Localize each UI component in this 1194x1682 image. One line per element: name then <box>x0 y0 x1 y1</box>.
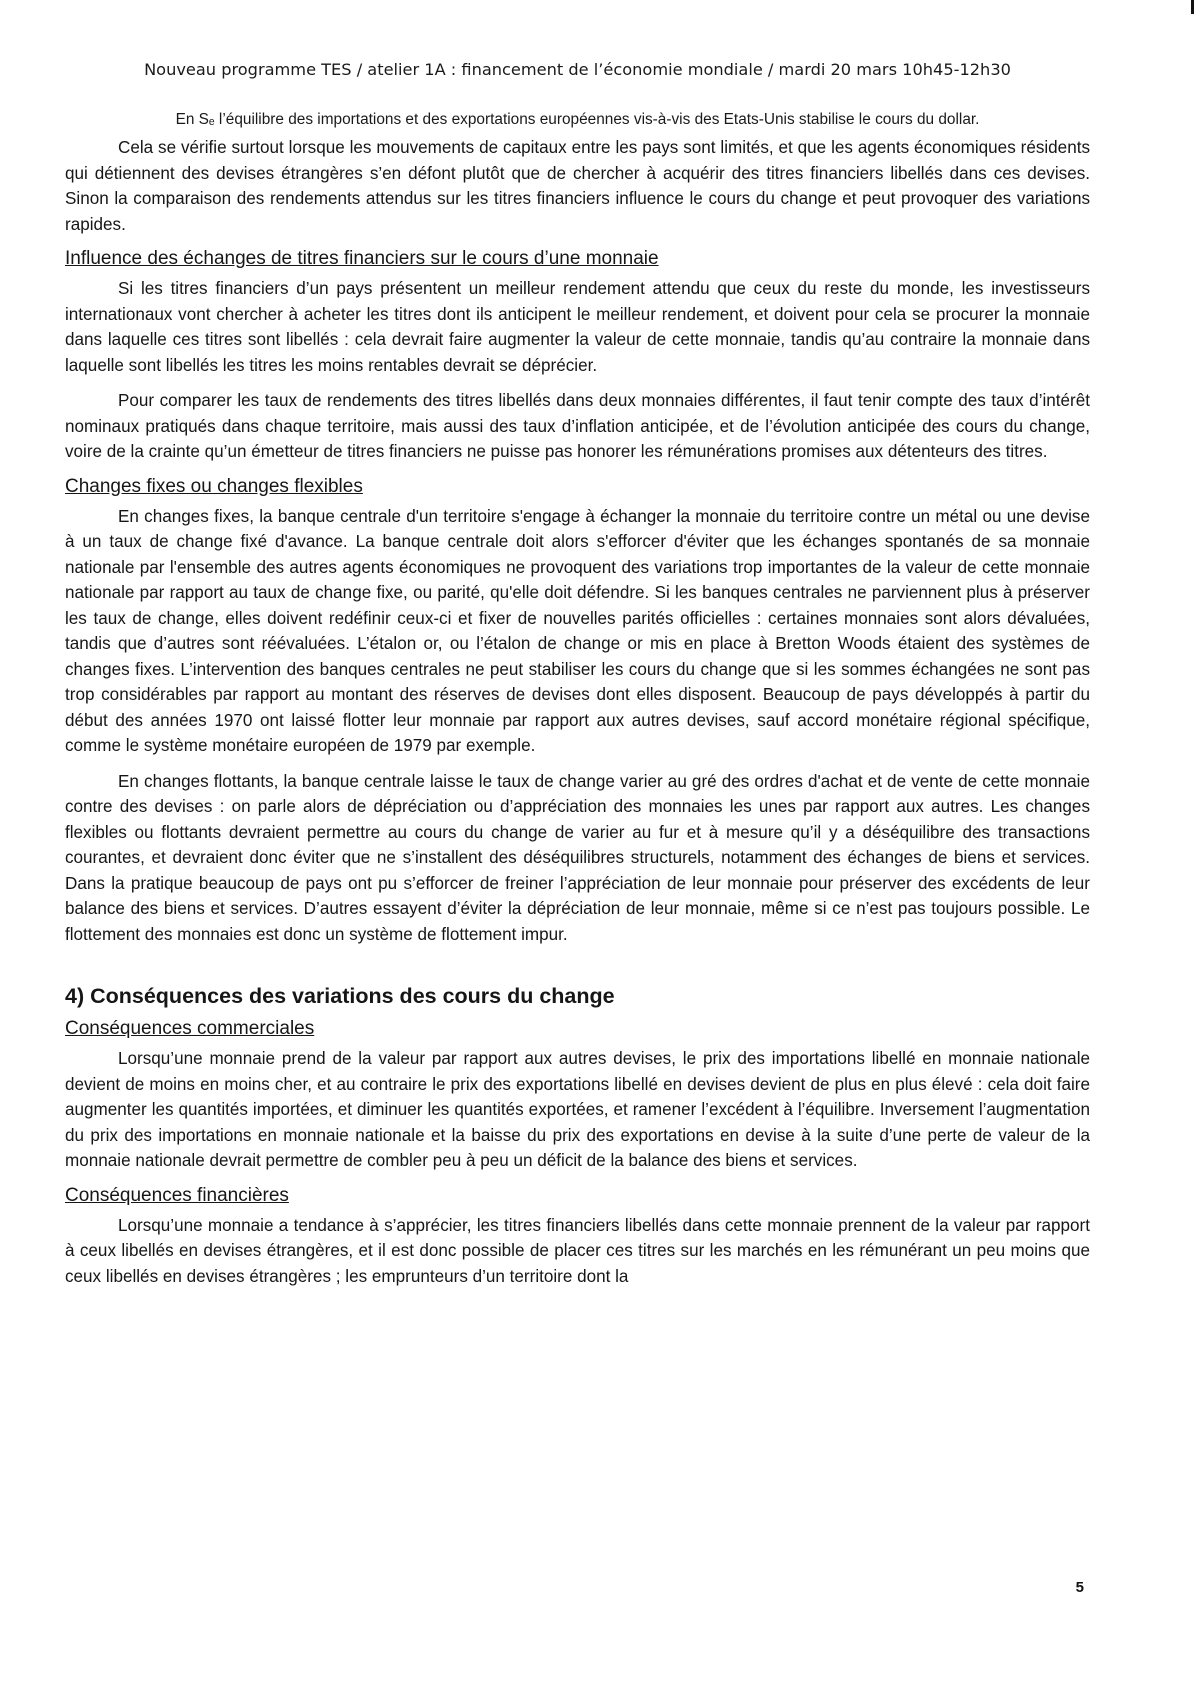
subheading-influence: Influence des échanges de titres financiers sur le cours d’une monnaie <box>65 248 659 269</box>
document-body <box>65 135 1090 1299</box>
paragraph-fixed-rates: En changes fixes, la banque centrale d'un territoire s'engage à échanger la monnaie du territoire contre un métal ou une devise à un taux de change fixé d'avance. La banque centrale doit alors s'efforcer d'éviter que les échanges spontanés de sa monnaie nationale par l'ensemble des autres agents économiques ne provoquent des variations trop importantes de la valeur de cette monnaie nationale par rapport au taux de change fixe, ou parité, qu'elle doit défendre. Si les banques centrales ne parviennent plus à préserver les taux de change, elles doivent redéfinir ceux-ci et fixer de nouvelles parités officielles : certaines monnaies sont alors dévaluées, tandis que d’autres sont réévaluées. L’étalon or, ou l’étalon de change or mis en place à Bretton Woods étaient des systèmes de changes fixes. L’intervention des banques centrales ne peut stabiliser les cours du change que si les sommes échangées ne sont pas trop considérables par rapport au montant des réserves de devises dont elles disposent. Beaucoup de pays développés à partir du début des années 1970 ont laissé flotter leur monnaie par rapport aux autres devises, sauf accord monétaire régional spécifique, comme le système monétaire européen de 1979 par exemple. <box>65 506 1090 755</box>
paragraph-capital-movements: Cela se vérifie surtout lorsque les mouvements de capitaux entre les pays sont limités, et que les agents économiques résidents qui détiennent des devises étrangères s’en défont plutôt que de chercher à acquérir des titres financiers libellés dans ces devises. Sinon la comparaison des rendements attendus sur les titres financiers influence le cours du change et peut provoquer des variations rapides. <box>65 138 1090 234</box>
paragraph-floating-rates: En changes flottants, la banque centrale laisse le taux de change varier au gré des ordres d'achat et de vente de cette monnaie contre des devises : on parle alors de dépréciation ou d’appréciation des monnaies les unes par rapport aux autres. Les changes flexibles ou flottants devraient permettre au cours du change de varier au fur et à mesure qu’il y a déséquilibre des transactions courantes, et devraient donc éviter que ne s’installent des déséquilibres structurels, notamment des échanges de biens et services. Dans la pratique beaucoup de pays ont pu s’efforcer de freiner l’appréciation de leur monnaie pour préserver des excédents de leur balance des biens et services. D’autres essayent d’éviter la dépréciation de leur monnaie, même si ce n’est pas toujours possible. Le flottement des monnaies est donc un système de flottement impur. <box>65 771 1090 944</box>
subheading-commercial: Conséquences commerciales <box>65 1018 315 1039</box>
page-number: 5 <box>1075 1579 1084 1596</box>
running-header: Nouveau programme TES / atelier 1A : financement de l’économie mondiale / mardi 20 mars 10h45-12h30 <box>144 60 1011 79</box>
paragraph-returns: Si les titres financiers d’un pays présentent un meilleur rendement attendu que ceux du reste du monde, les investisseurs internationaux vont chercher à acheter les titres dont ils anticipent le meilleur rendement, et doivent pour cela se procurer la monnaie dans laquelle ces titres sont libellés : cela devrait faire augmenter la valeur de cette monnaie, tandis qu’au contraire la monnaie dans laquelle sont libellés les titres les moins rentables devrait se déprécier. <box>65 279 1090 375</box>
subheading-fixed-flexible: Changes fixes ou changes flexibles <box>65 475 363 497</box>
paragraph-financial: Lorsqu’une monnaie a tendance à s’apprécier, les titres financiers libellés dans cette monnaie prennent de la valeur par rapport à ceux libellés en devises étrangères, et il est donc possible de placer ces titres sur les marchés en les rémunérant un peu moins que ceux libellés en devises étrangères ; les emprunteurs d’un territoire dont la <box>65 1215 1090 1286</box>
section-title-4: 4) Conséquences des variations des cours du change <box>65 984 615 1008</box>
paragraph-commercial: Lorsqu’une monnaie prend de la valeur par rapport aux autres devises, le prix des importations libellé en monnaie nationale devient de moins en moins cher, et au contraire le prix des exportations libellé en devises devient de plus en plus élevé : cela doit faire augmenter les quantités importées, et diminuer les quantités exportées, et ramener l’excédent à l’équilibre. Inversement l’augmentation du prix des importations en monnaie nationale et la baisse du prix des exportations en devise à la suite d’une perte de valeur de la monnaie nationale devrait permettre de combler peu à peu un déficit de la balance des biens et services. <box>65 1049 1090 1170</box>
intro-line: En Sₑ l’équilibre des importations et des exportations européennes vis-à-vis des Etats-Unis stabilise le cours du dollar. <box>175 111 980 128</box>
paragraph-compare-rates: Pour comparer les taux de rendements des titres libellés dans deux monnaies différentes, il faut tenir compte des taux d’intérêt nominaux pratiqués dans chaque territoire, mais aussi des taux d’inflation anticipée, et de l’évolution anticipée des cours du change, voire de la crainte qu’un émetteur de titres financiers ne puisse pas honorer les rémunérations promises aux détenteurs des titres. <box>65 391 1090 461</box>
subheading-financial: Conséquences financières <box>65 1184 289 1206</box>
